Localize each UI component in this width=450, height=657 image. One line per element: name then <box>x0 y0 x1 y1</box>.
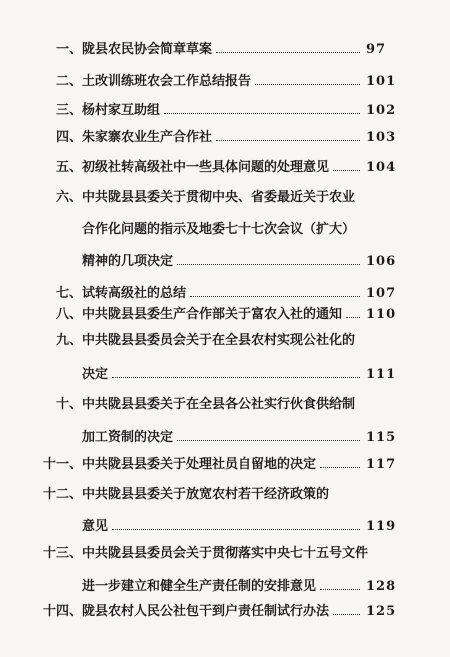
toc-leader-dots <box>177 264 360 265</box>
toc-line <box>0 455 450 475</box>
toc-line <box>0 158 450 178</box>
toc-page-number: 111 <box>366 367 397 382</box>
toc-page-number: 103 <box>366 130 397 145</box>
toc-entry-title: 陇县农村人民公社包干到户责任制试行办法 <box>82 604 330 619</box>
toc-leader-dots <box>333 170 360 171</box>
toc-line <box>0 577 450 597</box>
toc-page-number: 125 <box>366 604 397 619</box>
toc-page-number: 102 <box>366 103 397 118</box>
toc-entry-title: 朱家寨农业生产合作社 <box>82 130 213 145</box>
toc-line <box>0 544 450 564</box>
toc-entry-title: 中共陇县县委员会关于在全县农村实现公社化的 <box>82 333 356 348</box>
toc-entry-number: 一、 <box>55 42 82 57</box>
toc-line <box>0 395 450 415</box>
toc-entry-number: 七、 <box>55 286 82 301</box>
toc-page-number: 128 <box>366 579 397 594</box>
toc-line <box>0 331 450 351</box>
toc-entry-title: 意见 <box>82 519 109 534</box>
toc-entry-title: 加工资制的决定 <box>82 430 174 445</box>
toc-page-number: 117 <box>366 457 397 472</box>
toc-entry-title: 陇县农民协会简章草案 <box>82 42 213 57</box>
toc-leader-dots <box>320 467 360 468</box>
toc-page-number: 115 <box>366 430 397 445</box>
toc-entry-title: 中共陇县县委员会关于贯彻落实中央七十五号文件 <box>82 546 369 561</box>
toc-page-number: 110 <box>366 307 397 322</box>
toc-entry-number: 十四、 <box>42 604 82 619</box>
toc-line <box>0 72 450 92</box>
toc-line <box>0 485 450 505</box>
toc-entry-number: 五、 <box>55 160 82 175</box>
toc-line <box>0 252 450 272</box>
toc-page-number: 119 <box>366 519 397 534</box>
toc-page-number: 97 <box>366 42 387 57</box>
toc-entry-number: 九、 <box>55 333 82 348</box>
toc-leader-dots <box>216 52 360 53</box>
toc-entry-title: 中共陇县县委关于处理社员自留地的决定 <box>82 457 317 472</box>
toc-entry-number: 十一、 <box>42 457 82 472</box>
toc-line <box>0 101 450 121</box>
toc-entry-number: 六、 <box>55 190 82 205</box>
toc-page-number: 106 <box>366 254 397 269</box>
toc-entry-number: 三、 <box>55 103 82 118</box>
toc-leader-dots <box>255 84 360 85</box>
toc-line <box>0 602 450 622</box>
toc-line <box>0 40 450 60</box>
toc-leader-dots <box>164 113 360 114</box>
toc-entry-title: 土改训练班农会工作总结报告 <box>82 74 252 89</box>
toc-entry-title: 中共陇县县委关于在全县各公社实行伙食供给制 <box>82 397 356 412</box>
toc-entry-title: 精神的几项决定 <box>82 254 174 269</box>
toc-entry-number: 十、 <box>55 397 82 412</box>
toc-page-number: 101 <box>366 74 397 89</box>
toc-entry-number: 十三、 <box>42 546 82 561</box>
toc-leader-dots <box>346 317 360 318</box>
toc-leader-dots <box>333 614 360 615</box>
toc-line <box>0 220 450 240</box>
toc-entry-number: 二、 <box>55 74 82 89</box>
toc-line <box>0 517 450 537</box>
toc-entry-number: 八、 <box>55 307 82 322</box>
toc-line <box>0 128 450 148</box>
toc-leader-dots <box>112 377 360 378</box>
toc-entry-number: 四、 <box>55 130 82 145</box>
toc-entry-title: 杨村家互助组 <box>82 103 161 118</box>
toc-entry-title: 中共陇县县委生产合作部关于富农入社的通知 <box>82 307 343 322</box>
toc-entry-title: 进一步建立和健全生产责任制的安排意见 <box>82 579 317 594</box>
toc-line <box>0 284 450 304</box>
toc-entry-title: 中共陇县县委关于放宽农村若干经济政策的 <box>82 487 330 502</box>
toc-leader-dots <box>190 296 360 297</box>
toc-page-number: 107 <box>366 286 397 301</box>
toc-entry-number: 十二、 <box>42 487 82 502</box>
toc-leader-dots <box>216 140 360 141</box>
toc-leader-dots <box>177 440 360 441</box>
toc-entry-title: 试转高级社的总结 <box>82 286 187 301</box>
toc-leader-dots <box>112 529 360 530</box>
toc-leader-dots <box>320 589 360 590</box>
toc-line <box>0 305 450 325</box>
toc-page-number: 104 <box>366 160 397 175</box>
toc-entry-title: 决定 <box>82 367 109 382</box>
toc-line <box>0 188 450 208</box>
toc-entry-title: 中共陇县县委关于贯彻中央、省委最近关于农业 <box>82 190 356 205</box>
toc-entry-title: 初级社转高级社中一些具体问题的处理意见 <box>82 160 330 175</box>
toc-line <box>0 365 450 385</box>
toc-entry-title: 合作化问题的指示及地委七十七次会议（扩大） <box>82 222 356 237</box>
toc-line <box>0 428 450 448</box>
